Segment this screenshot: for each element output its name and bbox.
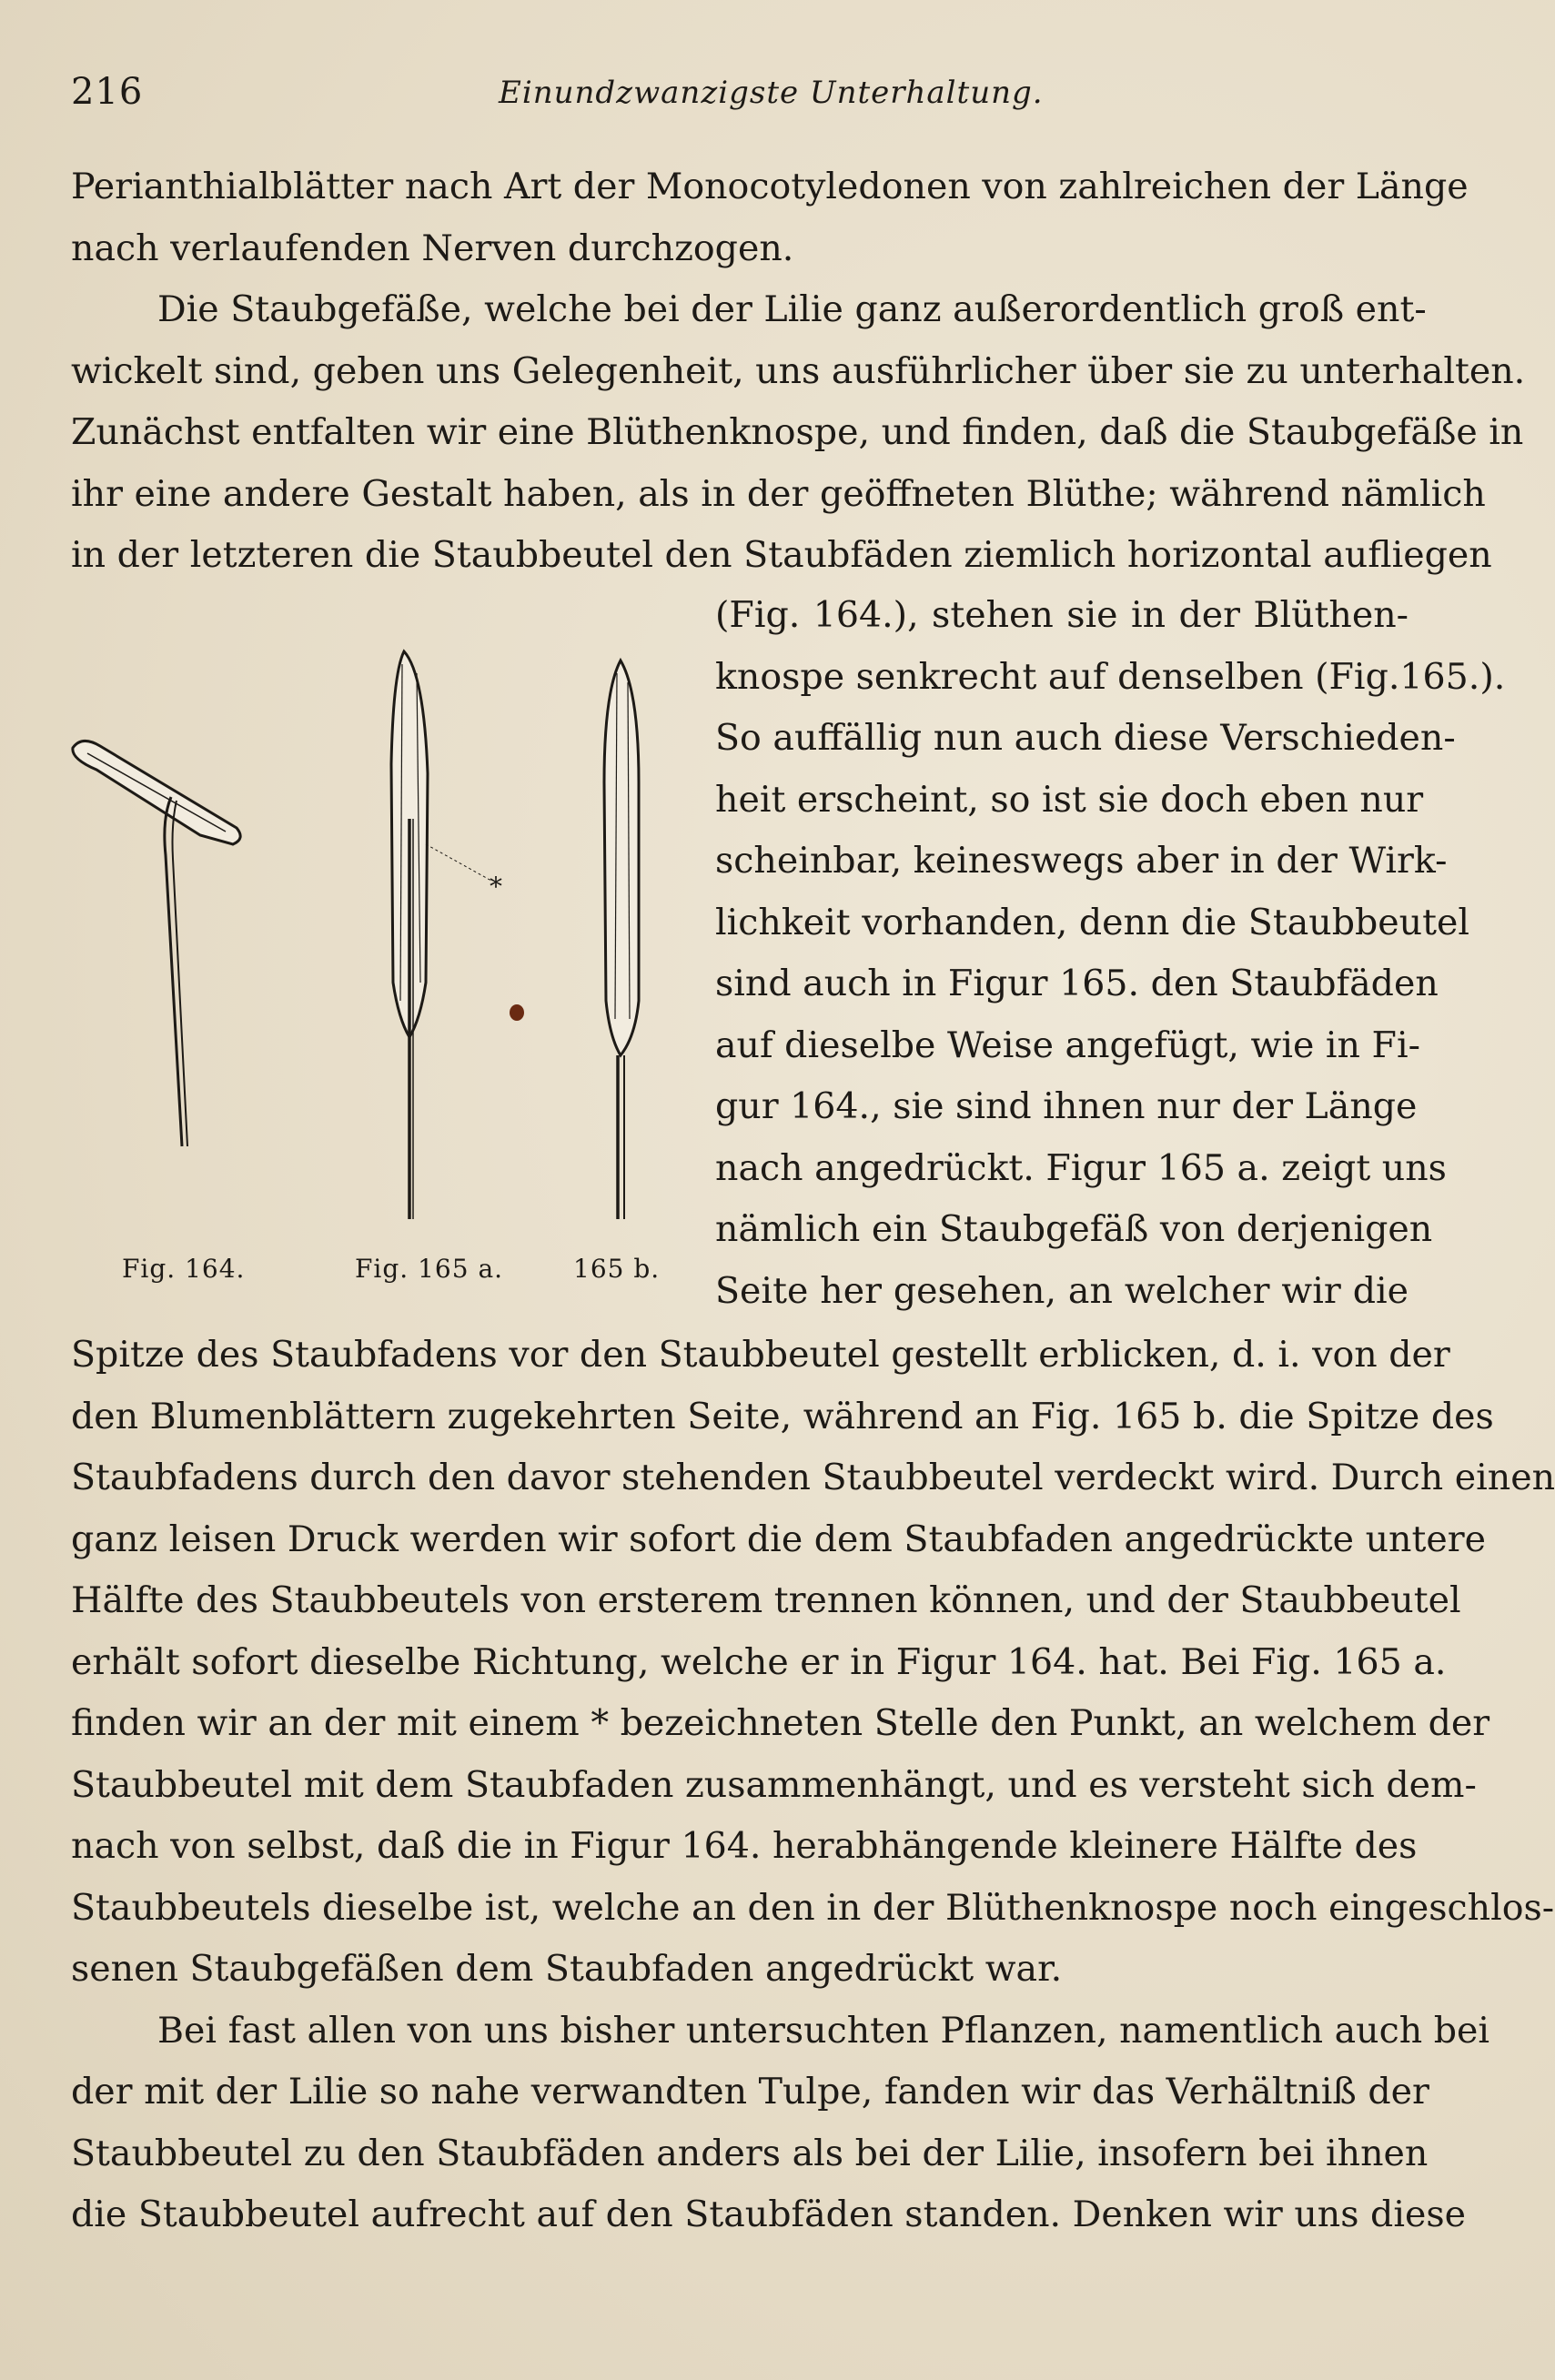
text-line: Die Staubgefäße, welche bei der Lilie ganz außerordentlich groß ent-: [157, 288, 1427, 330]
text-line: knospe senkrecht auf denselben (Fig.165.).: [715, 655, 1506, 698]
text-line: auf dieselbe Weise angefügt, wie in Fi-: [715, 1024, 1420, 1066]
stamen-illustrations: [64, 637, 701, 1256]
text-line: scheinbar, keineswegs aber in der Wirk-: [715, 840, 1448, 882]
text-line: in der letzteren die Staubbeutel den Staubfäden ziemlich horizontal aufliegen: [71, 534, 1492, 576]
fig-165b-drawing: [604, 661, 639, 1219]
text-line: nämlich ein Staubgefäß von derjenigen: [715, 1208, 1433, 1250]
text-block-beside-figures: [715, 585, 1506, 1322]
text-line: Staubbeutel mit dem Staubfaden zusammenhängt, und es versteht sich dem-: [71, 1763, 1477, 1806]
text-line: nach von selbst, daß die in Figur 164. herabhängende kleinere Hälfte des: [71, 1825, 1418, 1867]
text-line: Hälfte des Staubbeutels von ersterem trennen können, und der Staubbeutel: [71, 1579, 1461, 1621]
text-line: senen Staubgefäßen dem Staubfaden angedrückt war.: [71, 1948, 1063, 1990]
text-line: den Blumenblättern zugekehrten Seite, während an Fig. 165 b. die Spitze des: [71, 1395, 1494, 1437]
text-line: wickelt sind, geben uns Gelegenheit, uns ausführlicher über sie zu unterhalten.: [71, 349, 1526, 392]
text-line: sind auch in Figur 165. den Staubfäden: [715, 963, 1439, 1004]
page-number: 216: [71, 71, 144, 113]
text-line: Staubbeutels dieselbe ist, welche an den in der Blüthenknospe noch eingeschlos-: [71, 1886, 1555, 1929]
text-line: die Staubbeutel aufrecht auf den Staubfäden standen. Denken wir uns diese: [71, 2193, 1466, 2235]
text-line: (Fig. 164.), stehen sie in der Blüthen-: [715, 594, 1409, 636]
running-title: Einundzwanzigste Unterhaltung.: [499, 75, 1044, 111]
text-line: gur 164., sie sind ihnen nur der Länge: [715, 1085, 1418, 1127]
text-line: Bei fast allen von uns bisher untersuchten Pflanzen, namentlich auch bei: [157, 2009, 1489, 2052]
fig-165b-label: 165 b.: [573, 1254, 661, 1284]
text-line: Spitze des Staubfadens vor den Staubbeutel gestellt erblicken, d. i. von der: [71, 1334, 1450, 1376]
text-line: Seite her gesehen, an welcher wir die: [715, 1269, 1409, 1312]
text-line: heit erscheint, so ist sie doch eben nur: [715, 778, 1424, 821]
fig-165a-drawing: [391, 651, 491, 1219]
text-line: nach angedrückt. Figur 165 a. zeigt uns: [715, 1146, 1447, 1189]
text-line: der mit der Lilie so nahe verwandten Tulpe, fanden wir das Verhältniß der: [71, 2071, 1429, 2113]
text-line: erhält sofort dieselbe Richtung, welche er in Figur 164. hat. Bei Fig. 165 a.: [71, 1640, 1447, 1683]
text-line: ganz leisen Druck werden wir sofort die dem Staubfaden angedrückte untere: [71, 1518, 1486, 1560]
text-line: Staubbeutel zu den Staubfäden anders als bei der Lilie, insofern bei ihnen: [71, 2132, 1429, 2174]
text-block-top: [71, 156, 1526, 587]
text-line: So auffällig nun auch diese Verschieden-: [715, 717, 1456, 759]
ink-stain: [510, 1004, 524, 1021]
text-line: Zunächst entfalten wir eine Blüthenknospe, und finden, daß die Staubgefäße in: [71, 411, 1524, 453]
text-line: nach verlaufenden Nerven durchzogen.: [71, 227, 794, 269]
stamen-figures: [64, 637, 701, 1292]
text-line: finden wir an der mit einem * bezeichneten Stelle den Punkt, an welchem der: [71, 1702, 1490, 1744]
page-header: [71, 71, 1409, 126]
text-line: lichkeit vorhanden, denn die Staubbeutel: [715, 901, 1469, 943]
fig-165a-label: Fig. 165 a.: [355, 1254, 504, 1284]
fig-164-label: Fig. 164.: [122, 1254, 246, 1284]
asterisk-mark: *: [490, 872, 502, 902]
text-line: Staubfadens durch den davor stehenden Staubbeutel verdeckt wird. Durch einen: [71, 1457, 1555, 1498]
text-line: ihr eine andere Gestalt haben, als in der geöffneten Blüthe; während nämlich: [71, 472, 1486, 515]
text-line: Perianthialblätter nach Art der Monocotyledonen von zahlreichen der Länge: [71, 166, 1469, 207]
text-block-bottom: [71, 1325, 1555, 2246]
fig-164-drawing: [73, 741, 240, 1146]
